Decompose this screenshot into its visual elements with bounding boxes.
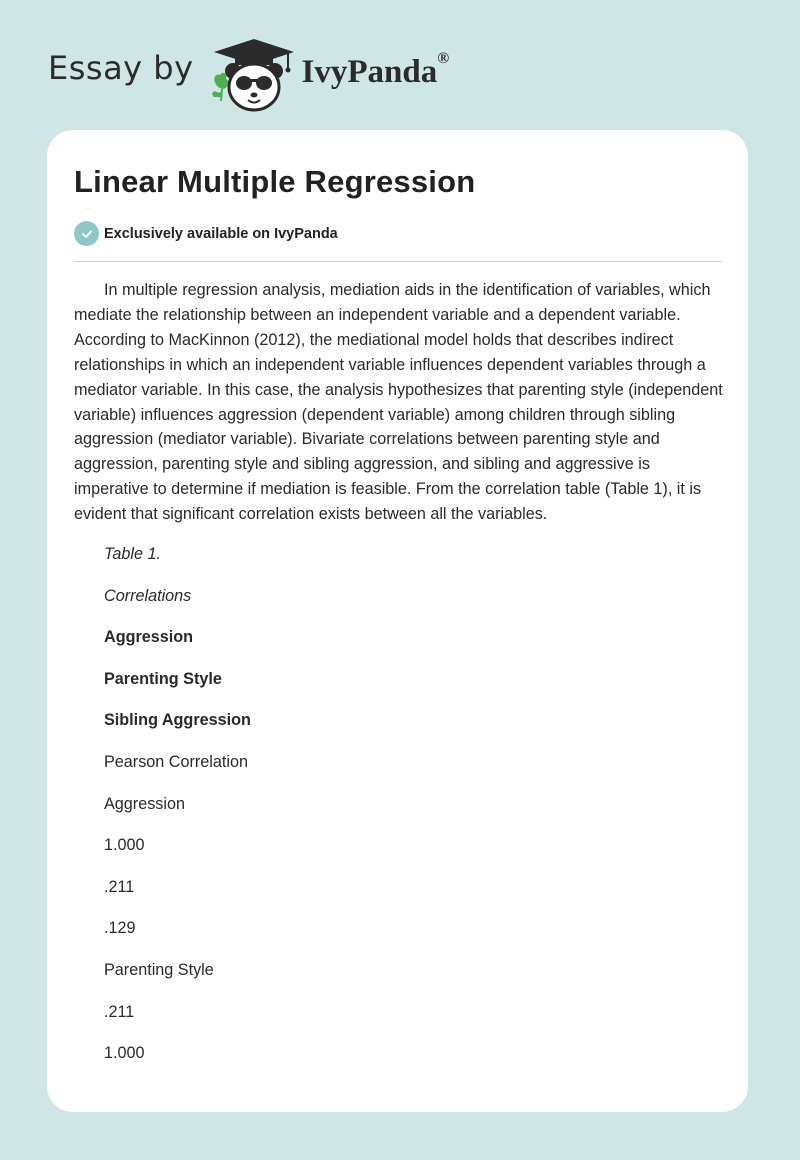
table-cell: Aggression [104,794,185,813]
table-cell: .129 [104,919,136,938]
table-header-cell: Sibling Aggression [104,711,251,730]
table-content [74,540,724,1081]
table-caption: Table 1. [104,545,162,564]
table-header-cell: Parenting Style [104,669,222,688]
brand-label: IvyPanda [301,53,438,90]
table-subtitle: Correlations [104,586,192,605]
brand-name[interactable] [301,49,450,91]
registered-mark: ® [437,49,450,67]
site-header [48,30,449,120]
essay-card [47,130,748,1112]
table-cell: .211 [104,1002,135,1021]
check-circle-icon [74,221,99,246]
page-title: Linear Multiple Regression [74,164,476,199]
table-cell: Parenting Style [104,961,214,979]
table-cell: 1.000 [104,836,145,855]
title-divider [74,261,722,262]
table-cell: Pearson Correlation [104,753,248,772]
essay-by-label: Essay by [48,49,194,87]
exclusive-badge [74,221,338,246]
intro-paragraph: In multiple regression analysis, mediation aids in the identification of variables, which mediate the relationship between an independent variable and a dependent variable. According to MacKinnon (2012), the mediational model holds that describes indirect relationships in which an independent variable influences dependent variables through a mediator variable. In this case, the analysis hypothesizes that parenting style (independent variable) influences aggression (dependent variable) among children through sibling aggression (mediator variable). Bivariate correlations between parenting style and aggression, parenting style and sibling aggression, and sibling and aggressive is imperative to determine if mediation is feasible. From the correlation table (Table 1), it is evident that significant correlation exists between all the variables. [74,281,723,524]
table-cell: 1.000 [104,1044,145,1063]
essay-body [74,278,724,1081]
panda-logo-icon[interactable] [208,35,300,115]
table-header-cell: Aggression [104,628,194,647]
table-cell: .211 [104,877,135,896]
exclusive-badge-label: Exclusively available on IvyPanda [104,225,338,242]
